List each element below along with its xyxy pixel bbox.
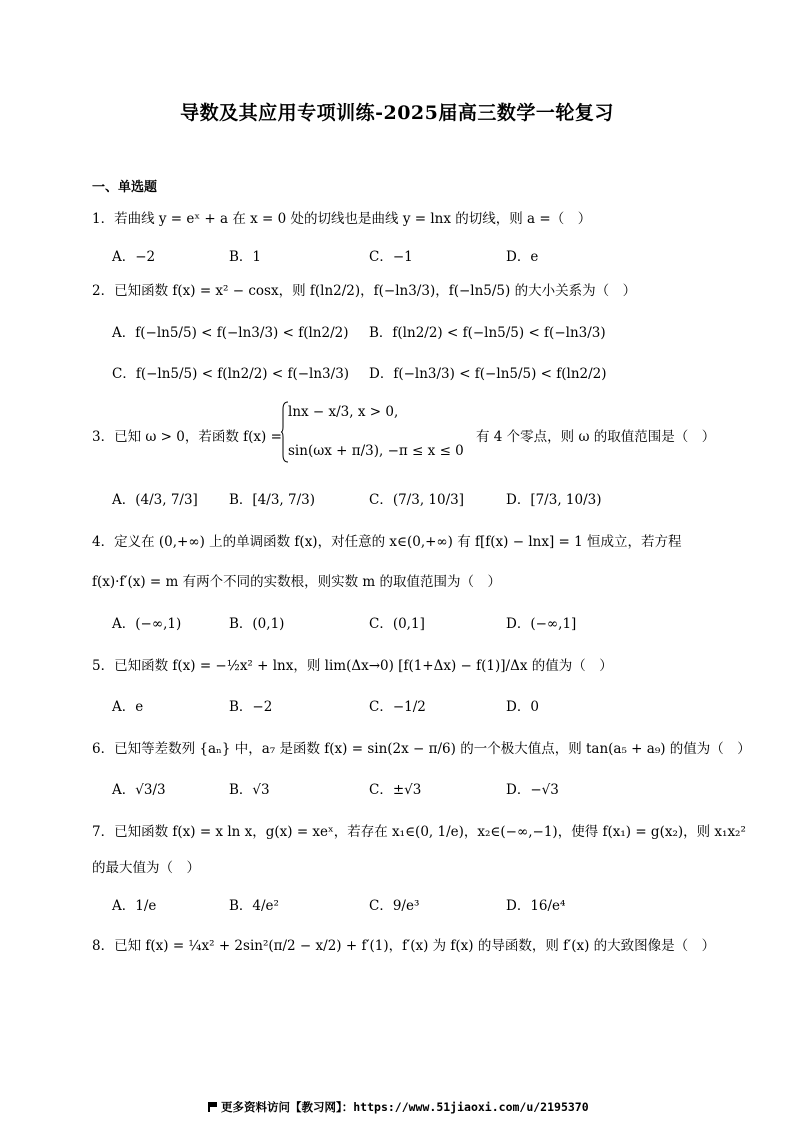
question-6-option-c: C．±√3 bbox=[369, 782, 422, 798]
question-7-option-b: B．4/e² bbox=[229, 898, 279, 914]
question-2-option-b: B．f(ln2/2) < f(−ln5/5) < f(−ln3/3) bbox=[369, 325, 606, 341]
question-3-option-c: C．(7/3, 10/3] bbox=[369, 492, 464, 508]
page-title: 导数及其应用专项训练-2025届高三数学一轮复习 bbox=[180, 102, 614, 124]
question-4-stem-line-2: f(x)·f′(x) = m 有两个不同的实数根，则实数 m 的取值范围为（ ） bbox=[92, 574, 502, 590]
question-5-option-b: B．−2 bbox=[229, 699, 273, 715]
question-4-stem-line-1: 4．定义在 (0,+∞) 上的单调函数 f(x)，对任意的 x∈(0,+∞) 有 f[f(x) − lnx] = 1 恒成立，若方程 bbox=[92, 534, 682, 550]
question-2-stem: 2．已知函数 f(x) = x² − cosx，则 f(ln2/2)，f(−ln3/3)，f(−ln5/5) 的大小关系为（ ） bbox=[92, 283, 637, 299]
question-8-stem: 8．已知 f(x) = ¼x² + 2sin²(π/2 − x/2) + f′(1)，f′(x) 为 f(x) 的导函数，则 f′(x) 的大致图像是（ ） bbox=[92, 938, 716, 954]
question-7-option-a: A．1/e bbox=[112, 898, 157, 914]
question-3-stem-before: 3．已知 ω > 0，若函数 f(x) = bbox=[92, 429, 282, 445]
question-6-option-b: B．√3 bbox=[229, 782, 270, 798]
question-3-option-d: D．[7/3, 10/3) bbox=[506, 492, 602, 508]
question-1-stem: 1．若曲线 y = eˣ + a 在 x = 0 处的切线也是曲线 y = lnx 的切线，则 a =（ ） bbox=[92, 211, 592, 227]
footer-link[interactable] bbox=[208, 1099, 589, 1115]
piecewise-case-1: lnx − x/3, x > 0, bbox=[288, 404, 399, 420]
question-4-option-d: D．(−∞,1] bbox=[506, 616, 577, 632]
question-2-option-a: A．f(−ln5/5) < f(−ln3/3) < f(ln2/2) bbox=[112, 325, 349, 341]
question-5-stem: 5．已知函数 f(x) = −½x² + lnx，则 lim(Δx→0) [f(1+Δx) − f(1)]/Δx 的值为（ ） bbox=[92, 658, 613, 674]
question-1-option-b: B．1 bbox=[229, 249, 262, 265]
section-heading: 一、单选题 bbox=[92, 180, 158, 195]
question-6-option-d: D．−√3 bbox=[506, 782, 559, 798]
footer-text: 更多资料访问【教习网】：https://www.51jiaoxi.com/u/2195370 bbox=[221, 1100, 589, 1114]
question-2-option-c: C．f(−ln5/5) < f(ln2/2) < f(−ln3/3) bbox=[112, 366, 350, 382]
question-2-option-d: D．f(−ln3/3) < f(−ln5/5) < f(ln2/2) bbox=[369, 366, 607, 382]
question-7-option-c: C．9/e³ bbox=[369, 898, 420, 914]
question-4-option-b: B．(0,1) bbox=[229, 616, 285, 632]
question-1-option-c: C．−1 bbox=[369, 249, 413, 265]
question-7-stem-line-2: 的最大值为（ ） bbox=[92, 860, 200, 876]
question-5-option-a: A．e bbox=[112, 699, 144, 715]
piecewise-case-2: sin(ωx + π/3), −π ≤ x ≤ 0 bbox=[288, 443, 464, 459]
question-4-option-a: A．(−∞,1) bbox=[112, 616, 182, 632]
flag-icon bbox=[208, 1102, 217, 1112]
question-4-option-c: C．(0,1] bbox=[369, 616, 425, 632]
question-7-stem-line-1: 7．已知函数 f(x) = x ln x，g(x) = xeˣ，若存在 x₁∈(0, 1/e)，x₂∈(−∞,−1)，使得 f(x₁) = g(x₂)，则 x₁x₂² bbox=[92, 824, 746, 840]
question-7-option-d: D．16/e⁴ bbox=[506, 898, 566, 914]
question-3-option-a: A．(4/3, 7/3] bbox=[112, 492, 198, 508]
question-3-stem-after: 有 4 个零点，则 ω 的取值范围是（ ） bbox=[476, 429, 716, 445]
question-5-option-d: D．0 bbox=[506, 699, 539, 715]
question-1-option-a: A．−2 bbox=[112, 249, 156, 265]
question-6-option-a: A．√3/3 bbox=[112, 782, 166, 798]
question-1-option-d: D．e bbox=[506, 249, 539, 265]
question-3-option-b: B．[4/3, 7/3) bbox=[229, 492, 315, 508]
question-5-option-c: C．−1/2 bbox=[369, 699, 426, 715]
question-6-stem: 6．已知等差数列 {aₙ} 中，a₇ 是函数 f(x) = sin(2x − π/6) 的一个极大值点，则 tan(a₅ + a₉) 的值为（ ） bbox=[92, 741, 751, 757]
